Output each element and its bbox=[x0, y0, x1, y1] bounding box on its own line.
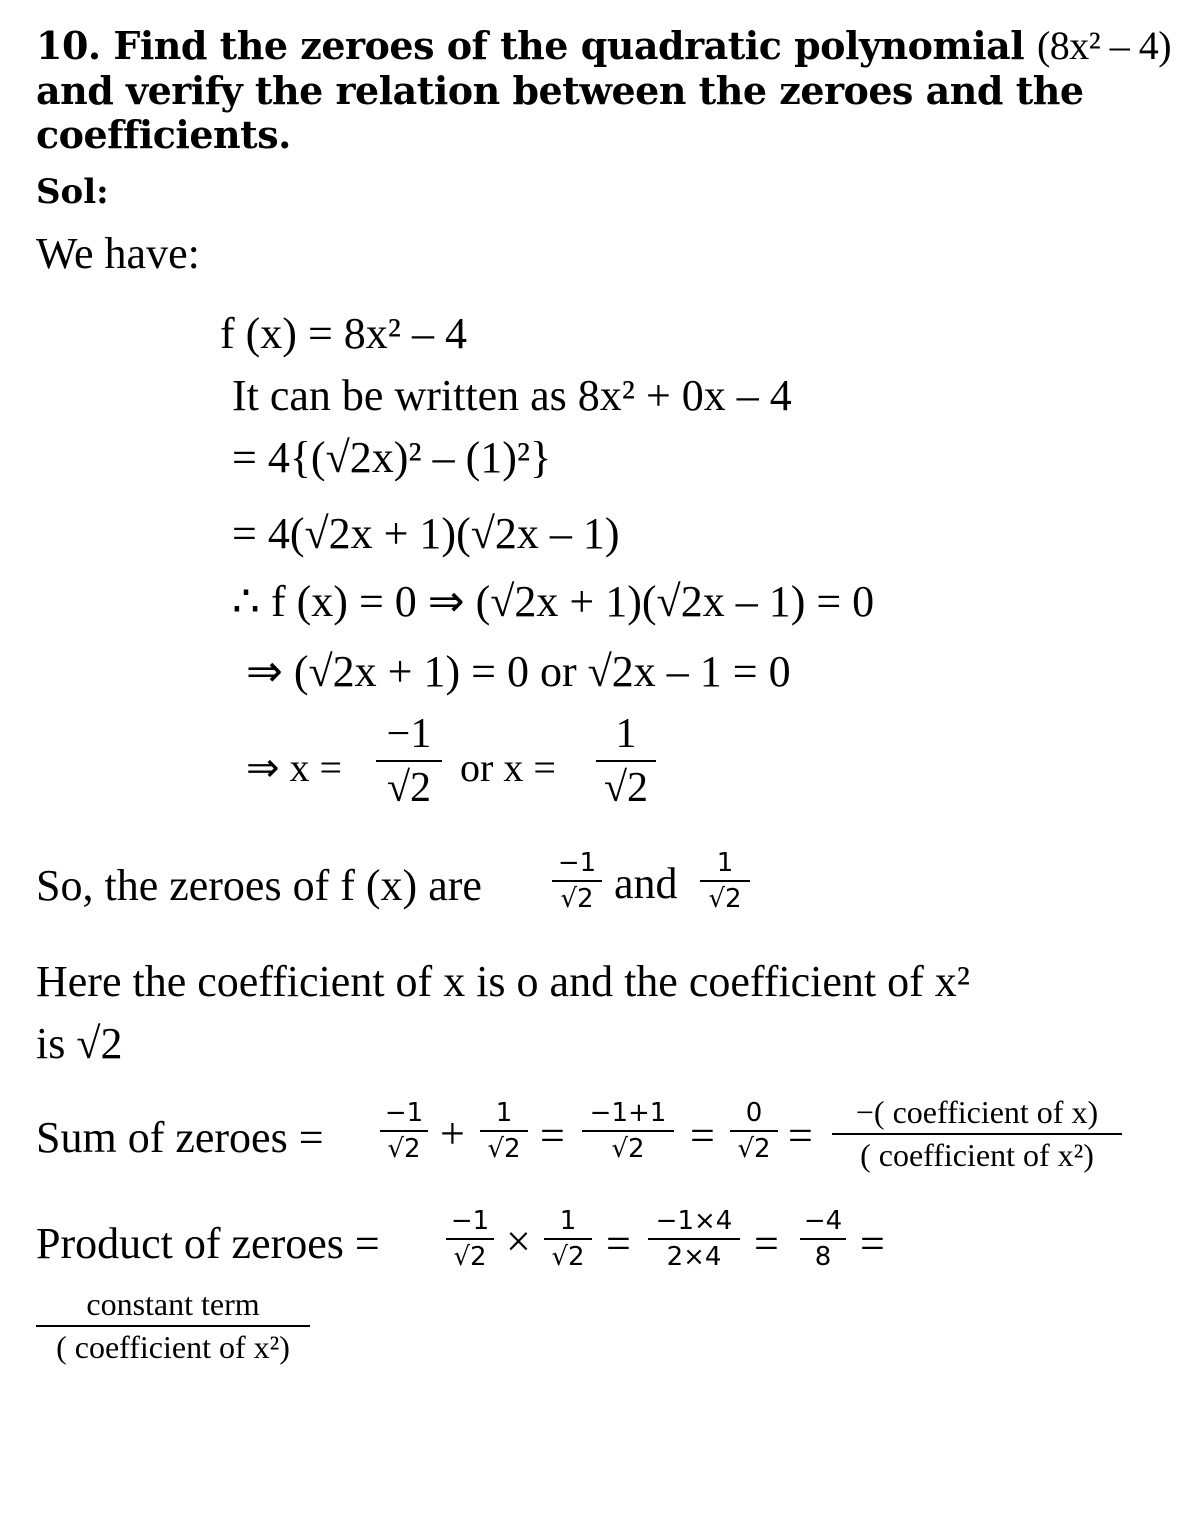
sum-fraction-3 bbox=[582, 1098, 674, 1164]
sum-fraction-4 bbox=[730, 1098, 778, 1164]
fraction-numerator: 1 bbox=[615, 711, 637, 757]
step-set-zero: ∴ f (x) = 0 ⇒ (√2x + 1)(√2x – 1) = 0 bbox=[232, 577, 875, 626]
sol-label: Sol: bbox=[36, 172, 109, 212]
fraction-numerator: 1 bbox=[495, 1098, 513, 1128]
step-factored-form: = 4(√2x + 1)(√2x – 1) bbox=[232, 509, 620, 558]
product-fraction-2 bbox=[544, 1206, 592, 1272]
fraction-one-over-root-two bbox=[596, 710, 656, 812]
sum-fraction-1 bbox=[380, 1098, 428, 1164]
step-or-x-equals: or x = bbox=[460, 745, 556, 790]
fraction-denominator: ( coefficient of x²) bbox=[56, 1329, 290, 1365]
fraction-numerator: −( coefficient of x) bbox=[855, 1094, 1099, 1130]
fraction-numerator: −1×4 bbox=[655, 1206, 733, 1236]
question-line-2: and verify the relation between the zeroes and the bbox=[36, 68, 1084, 113]
polynomial-expression: (8x² – 4) bbox=[1036, 23, 1172, 68]
fraction-numerator: constant term bbox=[86, 1286, 260, 1322]
coefficient-line-2: is √2 bbox=[36, 1019, 123, 1068]
fraction-bar bbox=[480, 1130, 528, 1132]
fraction-numerator: −1 bbox=[557, 848, 597, 878]
fraction-bar bbox=[648, 1238, 740, 1240]
fraction-numerator: −1 bbox=[384, 1098, 424, 1128]
fraction-numerator: −1+1 bbox=[589, 1098, 667, 1128]
sum-of-zeroes-label: Sum of zeroes = bbox=[36, 1113, 324, 1162]
fraction-denominator: √2 bbox=[611, 1134, 645, 1164]
zeroes-statement: So, the zeroes of f (x) are bbox=[36, 861, 482, 910]
fraction-bar bbox=[376, 760, 442, 762]
zero-one-fraction bbox=[552, 848, 602, 914]
fraction-numerator: −1 bbox=[386, 711, 432, 757]
fraction-bar bbox=[800, 1238, 846, 1240]
product-fraction-3 bbox=[648, 1206, 740, 1272]
step-function-definition: f (x) = 8x² – 4 bbox=[220, 309, 467, 358]
step-rewritten-form: It can be written as 8x² + 0x – 4 bbox=[232, 371, 792, 420]
fraction-denominator: √2 bbox=[551, 1242, 585, 1272]
step-difference-of-squares: = 4{(√2x)² – (1)²} bbox=[232, 433, 552, 482]
fraction-numerator: 1 bbox=[716, 848, 734, 878]
plus-sign: + bbox=[440, 1109, 465, 1158]
times-sign: × bbox=[506, 1217, 531, 1266]
fraction-numerator: −4 bbox=[803, 1206, 843, 1236]
step-x-equals-lead: ⇒ x = bbox=[246, 745, 343, 790]
fraction-denominator: √2 bbox=[387, 1134, 421, 1164]
step-solve-factors: ⇒ (√2x + 1) = 0 or √2x – 1 = 0 bbox=[246, 647, 791, 696]
equals-sign: = bbox=[606, 1219, 631, 1268]
fraction-bar bbox=[552, 880, 602, 882]
fraction-bar bbox=[544, 1238, 592, 1240]
fraction-bar bbox=[582, 1130, 674, 1132]
fraction-denominator: √2 bbox=[560, 884, 594, 914]
fraction-denominator: √2 bbox=[487, 1134, 521, 1164]
product-fraction-4 bbox=[800, 1206, 846, 1272]
fraction-minus-one-over-root-two bbox=[376, 710, 442, 812]
fraction-bar bbox=[446, 1238, 494, 1240]
fraction-bar bbox=[36, 1325, 310, 1327]
coefficient-line-1: Here the coefficient of x is o and the coefficient of x² bbox=[36, 957, 970, 1006]
fraction-bar bbox=[832, 1133, 1122, 1135]
fraction-bar bbox=[596, 760, 656, 762]
product-of-zeroes-label: Product of zeroes = bbox=[36, 1219, 380, 1268]
question-line-3: coefficients. bbox=[36, 112, 291, 157]
we-have-label: We have: bbox=[36, 229, 200, 278]
fraction-numerator: 0 bbox=[745, 1098, 763, 1128]
fraction-numerator: −1 bbox=[450, 1206, 490, 1236]
fraction-denominator: √2 bbox=[386, 765, 432, 811]
fraction-bar bbox=[730, 1130, 778, 1132]
fraction-bar bbox=[700, 880, 750, 882]
question-text: 10. Find the zeroes of the quadratic polynomial bbox=[36, 23, 1037, 68]
equals-sign: = bbox=[788, 1111, 813, 1160]
fraction-denominator: √2 bbox=[737, 1134, 771, 1164]
fraction-denominator: √2 bbox=[453, 1242, 487, 1272]
fraction-numerator: 1 bbox=[559, 1206, 577, 1236]
question-line-1 bbox=[36, 23, 1172, 68]
fraction-denominator: √2 bbox=[708, 884, 742, 914]
sum-fraction-2 bbox=[480, 1098, 528, 1164]
equals-sign: = bbox=[754, 1219, 779, 1268]
equals-sign: = bbox=[690, 1111, 715, 1160]
fraction-denominator: √2 bbox=[603, 765, 649, 811]
equals-sign: = bbox=[860, 1219, 885, 1268]
product-coefficient-ratio bbox=[36, 1286, 310, 1366]
product-fraction-1 bbox=[446, 1206, 494, 1272]
equals-sign: = bbox=[540, 1111, 565, 1160]
fraction-denominator: 8 bbox=[814, 1242, 832, 1272]
zero-two-fraction bbox=[700, 848, 750, 914]
sum-coefficient-ratio bbox=[832, 1094, 1122, 1174]
fraction-denominator: ( coefficient of x²) bbox=[860, 1137, 1094, 1173]
fraction-denominator: 2×4 bbox=[666, 1242, 722, 1272]
and-word: and bbox=[614, 859, 678, 908]
fraction-bar bbox=[380, 1130, 428, 1132]
